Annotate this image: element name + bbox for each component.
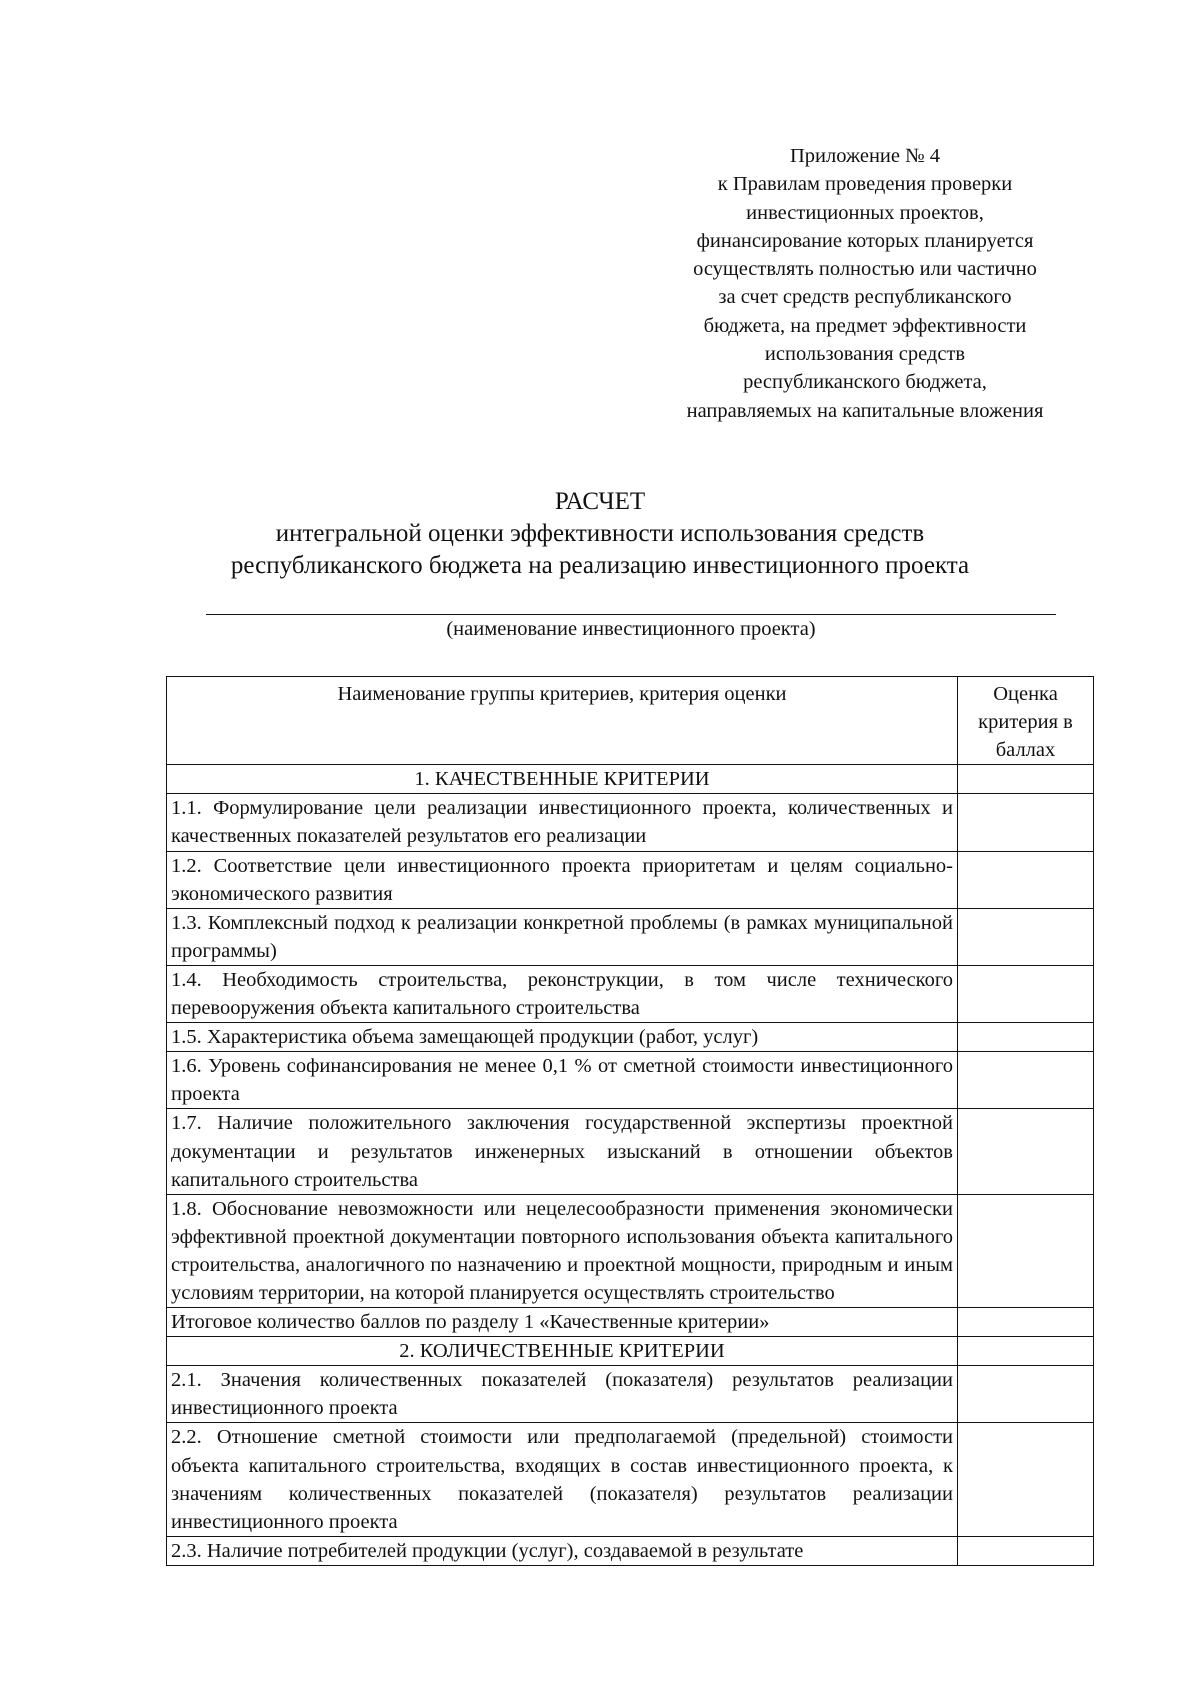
appendix-line: за счет средств республиканского bbox=[718, 286, 1012, 309]
document-subtitle-line-2: республиканского бюджета на реализацию инвестиционного проекта bbox=[230, 552, 970, 579]
score-cell[interactable] bbox=[958, 908, 1094, 965]
criteria-cell: 1.3. Комплексный подход к реализации конкретной проблемы (в рамках муниципальной программы) bbox=[167, 908, 958, 965]
table-row bbox=[167, 794, 1094, 851]
appendix-line: направляемых на капитальные вложения bbox=[686, 399, 1044, 422]
score-cell[interactable] bbox=[958, 1194, 1094, 1307]
table-header-row bbox=[167, 677, 1094, 765]
criteria-cell: 1.4. Необходимость строительства, реконструкции, в том числе технического перевооружения объекта капитального строительства bbox=[167, 965, 958, 1022]
criteria-cell: 2.1. Значения количественных показателей (показателя) результатов реализации инвестиционного проекта bbox=[167, 1366, 958, 1423]
criteria-cell: 1.6. Уровень софинансирования не менее 0,1 % от сметной стоимости инвестиционного проекта bbox=[167, 1052, 958, 1109]
score-cell[interactable] bbox=[958, 1052, 1094, 1109]
score-cell[interactable] bbox=[958, 1337, 1094, 1366]
section-row bbox=[167, 1337, 1094, 1366]
section-row bbox=[167, 765, 1094, 794]
appendix-line: использования средств bbox=[764, 343, 966, 366]
criteria-cell: 1.8. Обоснование невозможности или нецелесообразности применения экономически эффективной проектной документации повторного использования объекта капитального строительства, аналогичного по назначению и проектной мощности, природным и иным условиям территории, на которой планируется осуществлять строительство bbox=[167, 1194, 958, 1307]
table-row bbox=[167, 1423, 1094, 1536]
criteria-cell: 1.5. Характеристика объема замещающей продукции (работ, услуг) bbox=[167, 1023, 958, 1052]
appendix-line: инвестиционных проектов, bbox=[746, 201, 984, 224]
score-cell[interactable] bbox=[958, 965, 1094, 1022]
score-cell[interactable] bbox=[958, 1536, 1094, 1565]
criteria-cell: 1.1. Формулирование цели реализации инвестиционного проекта, количественных и качественных показателей результатов его реализации bbox=[167, 794, 958, 851]
table-row bbox=[167, 965, 1094, 1022]
document-title: РАСЧЕТ bbox=[554, 488, 646, 515]
score-cell[interactable] bbox=[958, 1423, 1094, 1536]
criteria-cell: 2.3. Наличие потребителей продукции (услуг), создаваемой в результате bbox=[167, 1536, 958, 1565]
criteria-table bbox=[166, 676, 1094, 1566]
table-row bbox=[167, 1052, 1094, 1109]
project-name-caption: (наименование инвестиционного проекта) bbox=[446, 618, 816, 640]
score-cell[interactable] bbox=[958, 1308, 1094, 1337]
criteria-cell: 2. КОЛИЧЕСТВЕННЫЕ КРИТЕРИИ bbox=[167, 1337, 958, 1366]
document-subtitle-line-1: интегральной оценки эффективности использования средств bbox=[275, 520, 925, 547]
criteria-cell: 1.7. Наличие положительного заключения государственной экспертизы проектной документации и результатов инженерных изысканий в отношении объектов капитального строительства bbox=[167, 1109, 958, 1194]
appendix-line: осуществлять полностью или частично bbox=[693, 258, 1037, 281]
appendix-line: финансирование которых планируется bbox=[696, 229, 1034, 252]
score-cell[interactable] bbox=[958, 1023, 1094, 1052]
table-row bbox=[167, 908, 1094, 965]
score-cell[interactable] bbox=[958, 794, 1094, 851]
appendix-line: к Правилам проведения проверки bbox=[717, 173, 1013, 196]
score-cell[interactable] bbox=[958, 765, 1094, 794]
score-cell[interactable] bbox=[958, 1366, 1094, 1423]
score-column-header: Оценка критерия в баллах bbox=[958, 677, 1094, 765]
total-row bbox=[167, 1308, 1094, 1337]
table-row bbox=[167, 1109, 1094, 1194]
criteria-cell: 2.2. Отношение сметной стоимости или предполагаемой (предельной) стоимости объекта капитального строительства, входящих в состав инвестиционного проекта, к значениям количественных показателей (показателя) результатов реализации инвестиционного проекта bbox=[167, 1423, 958, 1536]
score-cell[interactable] bbox=[958, 851, 1094, 908]
table-row bbox=[167, 1023, 1094, 1052]
appendix-line: республиканского бюджета, bbox=[743, 371, 987, 394]
appendix-line: бюджета, на предмет эффективности bbox=[703, 314, 1027, 337]
project-name-underline bbox=[206, 614, 1056, 615]
criteria-cell: 1.2. Соответствие цели инвестиционного проекта приоритетам и целям социально-экономического развития bbox=[167, 851, 958, 908]
table-row bbox=[167, 1366, 1094, 1423]
table-row bbox=[167, 1536, 1094, 1565]
appendix-line: Приложение № 4 bbox=[789, 145, 941, 167]
table-row bbox=[167, 1194, 1094, 1307]
table-row bbox=[167, 851, 1094, 908]
criteria-cell: 1. КАЧЕСТВЕННЫЕ КРИТЕРИИ bbox=[167, 765, 958, 794]
criteria-cell: Итоговое количество баллов по разделу 1 «Качественные критерии» bbox=[167, 1308, 958, 1337]
score-cell[interactable] bbox=[958, 1109, 1094, 1194]
appendix-header bbox=[640, 142, 1090, 425]
criteria-column-header: Наименование группы критериев, критерия оценки bbox=[167, 677, 958, 765]
